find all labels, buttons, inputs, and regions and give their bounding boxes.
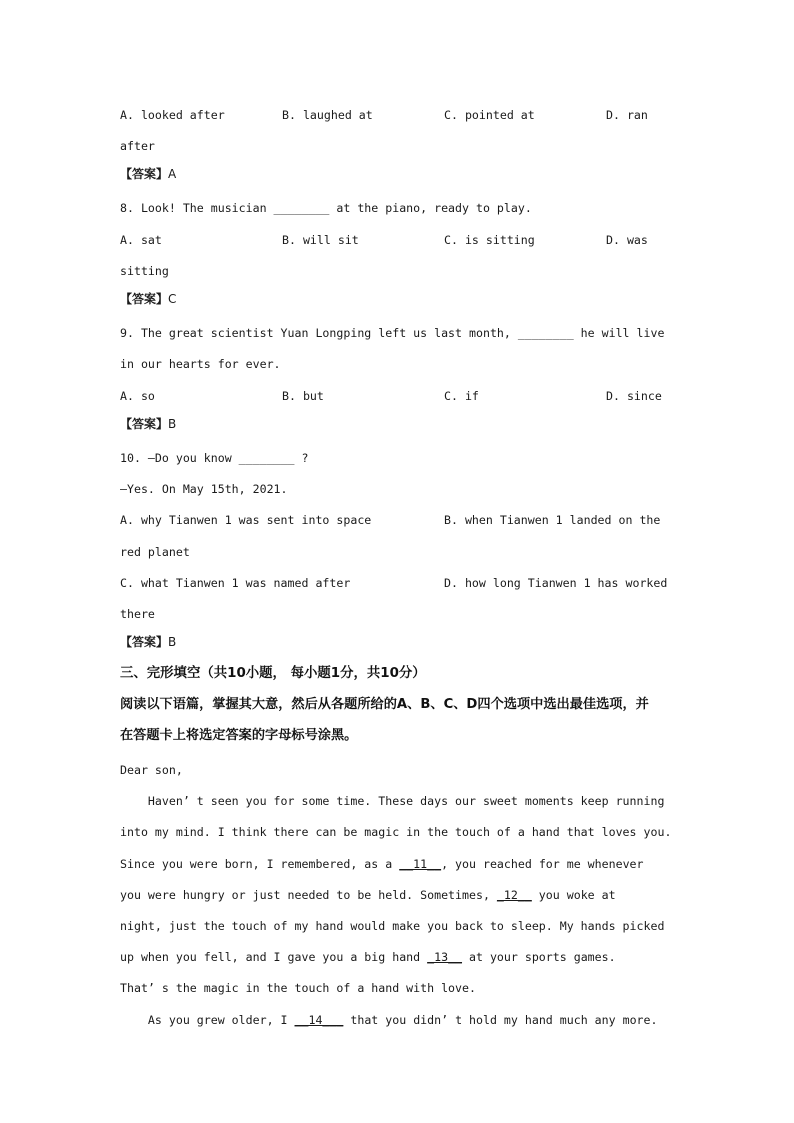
- q9-option-a: A. so: [120, 389, 155, 403]
- q7-answer: [120, 166, 176, 182]
- passage-text: As you grew older, I: [120, 1013, 295, 1027]
- passage-line: night, just the touch of my hand would make you back to sleep. My hands picked: [120, 919, 665, 933]
- q9-option-c: C. if: [444, 389, 479, 403]
- q7-option-d: D. ran: [606, 108, 648, 122]
- passage-greeting: Dear son,: [120, 763, 183, 777]
- q10-option-b-wrap: red planet: [120, 545, 190, 559]
- answer-value: A: [168, 167, 177, 181]
- q8-answer: [120, 291, 176, 307]
- q9-stem-line1: 9. The great scientist Yuan Longping left us last month, ________ he will live: [120, 326, 665, 340]
- answer-label: 【答案】: [120, 167, 169, 181]
- answer-value: C: [168, 292, 177, 306]
- blank-13: _13__: [427, 950, 463, 964]
- q7-option-d-wrap: after: [120, 139, 155, 153]
- passage-text: up when you fell, and I gave you a big hand: [120, 950, 428, 964]
- blank-11: __11__: [399, 857, 442, 871]
- q7-option-b: B. laughed at: [282, 108, 373, 122]
- q10-option-c: C. what Tianwen 1 was named after: [120, 576, 351, 590]
- passage-line: into my mind. I think there can be magic in the touch of a hand that loves you.: [120, 825, 672, 839]
- passage-text: you woke at: [531, 888, 616, 902]
- q9-stem-line2: in our hearts for ever.: [120, 357, 281, 371]
- answer-label: 【答案】: [120, 417, 169, 431]
- answer-label: 【答案】: [120, 635, 169, 649]
- q9-option-b: B. but: [282, 389, 324, 403]
- passage-text: at your sports games.: [462, 950, 616, 964]
- passage-line: [120, 856, 644, 872]
- answer-label: 【答案】: [120, 292, 169, 306]
- passage-line: [120, 949, 616, 965]
- q8-option-d: D. was: [606, 233, 648, 247]
- q8-option-c: C. is sitting: [444, 233, 535, 247]
- q7-option-c: C. pointed at: [444, 108, 535, 122]
- passage-text: Since you were born, I remembered, as a: [120, 857, 400, 871]
- passage-text: that you didn’ t hold my hand much any more.: [343, 1013, 658, 1027]
- section-instruction-line1: 阅读以下语篇，掌握其大意，然后从各题所给的A、B、C、D四个选项中选出最佳选项，并: [120, 697, 649, 712]
- q10-option-a: A. why Tianwen 1 was sent into space: [120, 513, 372, 527]
- q10-answer: [120, 634, 176, 650]
- section-instruction-line2: 在答题卡上将选定答案的字母标号涂黑。: [120, 728, 358, 743]
- passage-line: Haven’ t seen you for some time. These days our sweet moments keep running: [120, 794, 665, 808]
- passage-line: [120, 1012, 658, 1028]
- q9-option-d: D. since: [606, 389, 662, 403]
- blank-14: __14___: [294, 1013, 344, 1027]
- q10-option-d: D. how long Tianwen 1 has worked: [444, 576, 668, 590]
- q10-stem: 10. —Do you know ________ ?: [120, 451, 309, 465]
- passage-line: That’ s the magic in the touch of a hand with love.: [120, 981, 476, 995]
- passage-line: [120, 887, 616, 903]
- q8-option-a: A. sat: [120, 233, 162, 247]
- blank-12: _12__: [496, 888, 532, 902]
- q8-option-d-wrap: sitting: [120, 264, 169, 278]
- q10-option-b: B. when Tianwen 1 landed on the: [444, 513, 661, 527]
- q8-option-b: B. will sit: [282, 233, 359, 247]
- answer-value: B: [168, 417, 177, 431]
- q10-option-d-wrap: there: [120, 607, 155, 621]
- section-heading: 三、完形填空（共10小题， 每小题1分，共10分）: [120, 666, 426, 681]
- q9-answer: [120, 416, 176, 432]
- passage-text: you were hungry or just needed to be held. Sometimes,: [120, 888, 497, 902]
- q8-stem: 8. Look! The musician ________ at the piano, ready to play.: [120, 201, 532, 215]
- q7-option-a: A. looked after: [120, 108, 225, 122]
- answer-value: B: [168, 635, 177, 649]
- passage-text: , you reached for me whenever: [441, 857, 644, 871]
- q10-reply: —Yes. On May 15th, 2021.: [120, 482, 288, 496]
